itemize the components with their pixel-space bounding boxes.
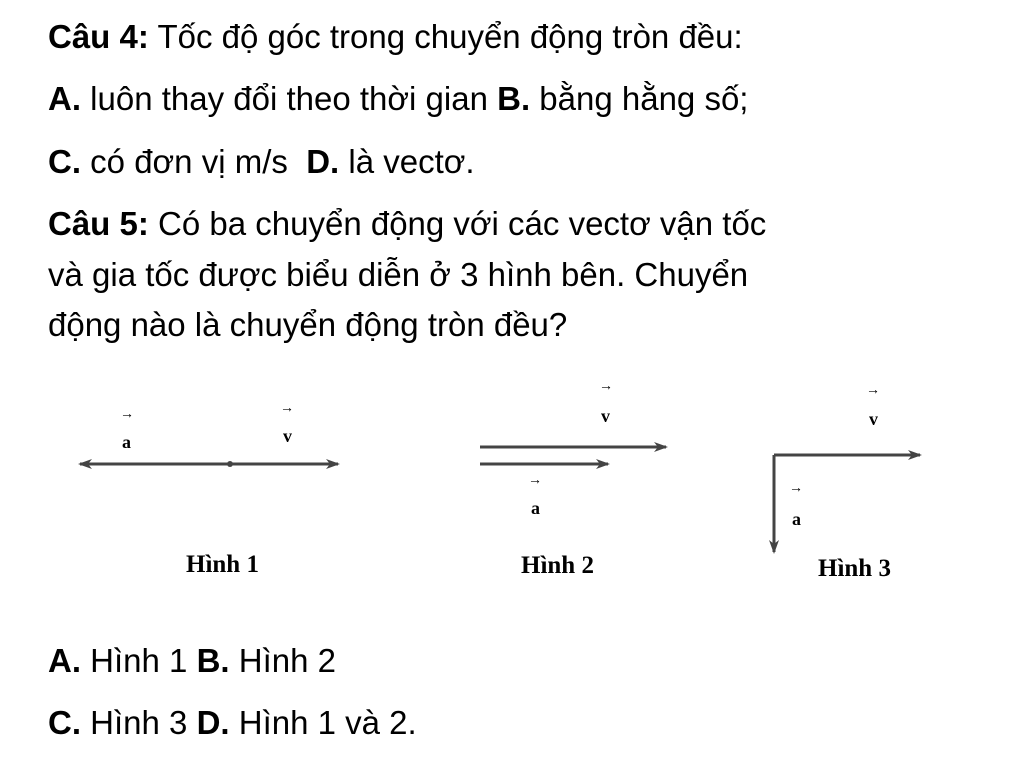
fig3-caption: Hình 3 [818,555,891,582]
q4-option-a-text: luôn thay đổi theo thời gian [90,80,488,117]
q5-option-c-letter: C. [48,704,81,741]
q5-option-a-letter: A. [48,642,81,679]
q5-option-c-text: Hình 3 [90,704,188,741]
q5-text-line-2: và gia tốc được biểu diễn ở 3 hình bên. Chuyển [48,256,749,293]
fig1-v-label: v [283,426,292,446]
q5-text-line-3: động nào là chuyển động tròn đều? [48,306,568,343]
q4-label: Câu 4: [48,18,149,55]
fig2-a-arrow-glyph: → [528,473,542,488]
q4-text: Tốc độ góc trong chuyển động tròn đều: [157,18,743,55]
fig3-a-label: a [792,509,801,529]
fig3-v-arrow-glyph: → [866,383,880,398]
q4-option-c-letter: C. [48,143,81,180]
q4-option-a-letter: A. [48,80,81,117]
figure-3 [774,383,920,582]
q5-options-row-1 [48,641,336,681]
fig1-caption: Hình 1 [186,551,259,578]
q4-option-b-letter: B. [497,80,531,117]
fig3-v-label: v [869,409,878,429]
q5-label: Câu 5: [48,205,149,242]
q4-option-d-letter: D. [306,143,340,180]
q4-option-d-text: là vectơ. [348,143,475,180]
figure-1 [80,401,338,578]
fig2-caption: Hình 2 [521,552,594,579]
q5-option-a-text: Hình 1 [90,642,188,679]
fig2-v-label: v [601,406,610,426]
q5-text-line-1: Có ba chuyển động với các vectơ vận tốc [158,205,767,242]
figure-2 [480,379,666,579]
q5-options-row-2 [48,703,417,743]
fig1-a-label: a [122,432,131,452]
q5-option-b-text: Hình 2 [238,642,336,679]
q4-option-c-text: có đơn vị m/s [90,143,288,180]
fig2-a-label: a [531,498,540,518]
fig1-v-arrow-glyph: → [280,401,294,416]
fig2-v-arrow-glyph: → [599,379,613,394]
q5-option-d-text: Hình 1 và 2. [238,704,417,741]
q4-option-b-text: bằng hằng số; [539,80,749,117]
fig1-a-arrow-glyph: → [120,407,134,422]
q5-option-d-letter: D. [196,704,230,741]
q5-option-b-letter: B. [196,642,230,679]
fig1-point [227,461,233,467]
fig3-a-arrow-glyph: → [789,481,803,496]
